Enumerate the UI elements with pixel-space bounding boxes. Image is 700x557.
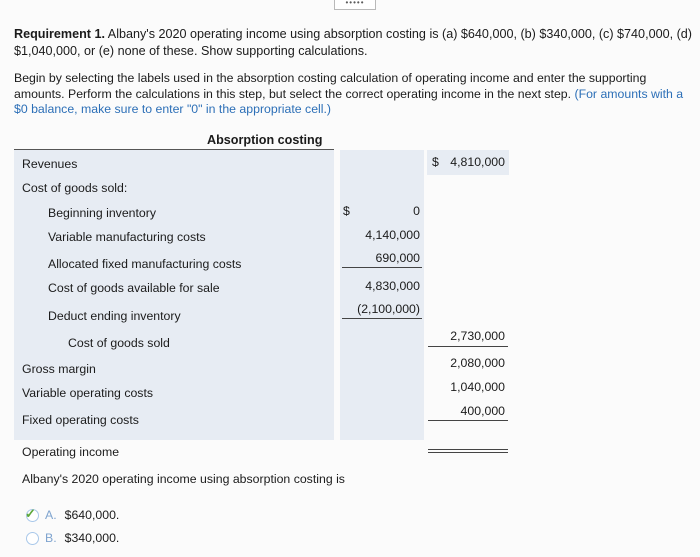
requirement-body: Albany's 2020 operating income using absorption costing is (a) $640,000, (b) $340,000, (c) $740,000, (d) $1,040,000, or (e) none of these. Show supporting calculations.	[14, 27, 692, 58]
label-gross-margin[interactable]: Gross margin	[22, 362, 96, 376]
instructions-text: Begin by selecting the labels used in the absorption costing calculation of operating income and enter the supporting amounts. Perform the calculations in this step, but select the correct operating income in the next step.	[14, 71, 647, 101]
subtotal-rule-1	[342, 267, 422, 268]
choice-a-text: $640,000.	[64, 508, 120, 522]
label-deduct-ending[interactable]: Deduct ending inventory	[48, 309, 181, 323]
instructions-note: (For amounts with a $0 balance, make sure to enter "0" in the appropriate cell.)	[14, 86, 684, 116]
label-variable-manufacturing[interactable]: Variable manufacturing costs	[48, 230, 206, 244]
amount-variable-manufacturing[interactable]: 4,140,000	[365, 228, 420, 242]
amount-beginning-inventory[interactable]: 0	[413, 204, 420, 218]
label-fixed-operating[interactable]: Fixed operating costs	[22, 413, 139, 427]
amount-fixed-operating[interactable]: 400,000	[460, 404, 505, 418]
choice-a[interactable]	[25, 505, 120, 522]
requirement-heading: Requirement 1.	[14, 27, 105, 41]
choice-a-letter: A.	[45, 508, 57, 522]
checkmark-icon: ✓	[25, 505, 36, 521]
radio-a[interactable]	[25, 505, 39, 522]
amount-allocated-fixed[interactable]: 690,000	[375, 251, 420, 265]
label-beginning-inventory[interactable]: Beginning inventory	[48, 206, 157, 220]
amount-deduct-ending[interactable]: (2,100,000)	[357, 302, 420, 316]
operating-costs-rule	[428, 420, 508, 421]
subtotal-rule-2	[342, 318, 422, 319]
amount-goods-available[interactable]: 4,830,000	[365, 279, 420, 293]
beginning-dollar-sign: $	[343, 204, 350, 218]
label-variable-operating[interactable]: Variable operating costs	[22, 386, 154, 400]
label-cost-of-goods-sold[interactable]: Cost of goods sold	[68, 336, 170, 350]
amount-revenues[interactable]: 4,810,000	[450, 155, 505, 169]
label-cogs-header: Cost of goods sold:	[22, 181, 128, 195]
choice-b-letter: B.	[45, 531, 57, 545]
revenues-dollar-sign: $	[432, 155, 439, 169]
label-allocated-fixed[interactable]: Allocated fixed manufacturing costs	[48, 257, 242, 271]
choice-b[interactable]	[26, 531, 119, 545]
choice-b-text: $340,000.	[64, 531, 120, 545]
inner-amount-band	[340, 150, 424, 440]
amount-cost-of-goods-sold[interactable]: 2,730,000	[450, 329, 505, 343]
requirement-text	[14, 26, 692, 60]
table-title: Absorption costing	[207, 133, 323, 147]
label-goods-available[interactable]: Cost of goods available for sale	[48, 281, 220, 295]
amount-gross-margin[interactable]: 2,080,000	[450, 356, 505, 370]
question-text: Albany's 2020 operating income using absorption costing is	[22, 472, 345, 486]
double-rule-bottom	[428, 452, 508, 453]
radio-b[interactable]	[26, 532, 39, 545]
expand-handle[interactable]: •••••	[334, 0, 376, 10]
amount-variable-operating[interactable]: 1,040,000	[450, 380, 505, 394]
double-rule-top	[428, 449, 508, 450]
label-operating-income[interactable]: Operating income	[22, 445, 120, 459]
cogs-rule	[428, 346, 508, 347]
instructions	[14, 71, 694, 118]
label-revenues[interactable]: Revenues	[22, 157, 78, 171]
